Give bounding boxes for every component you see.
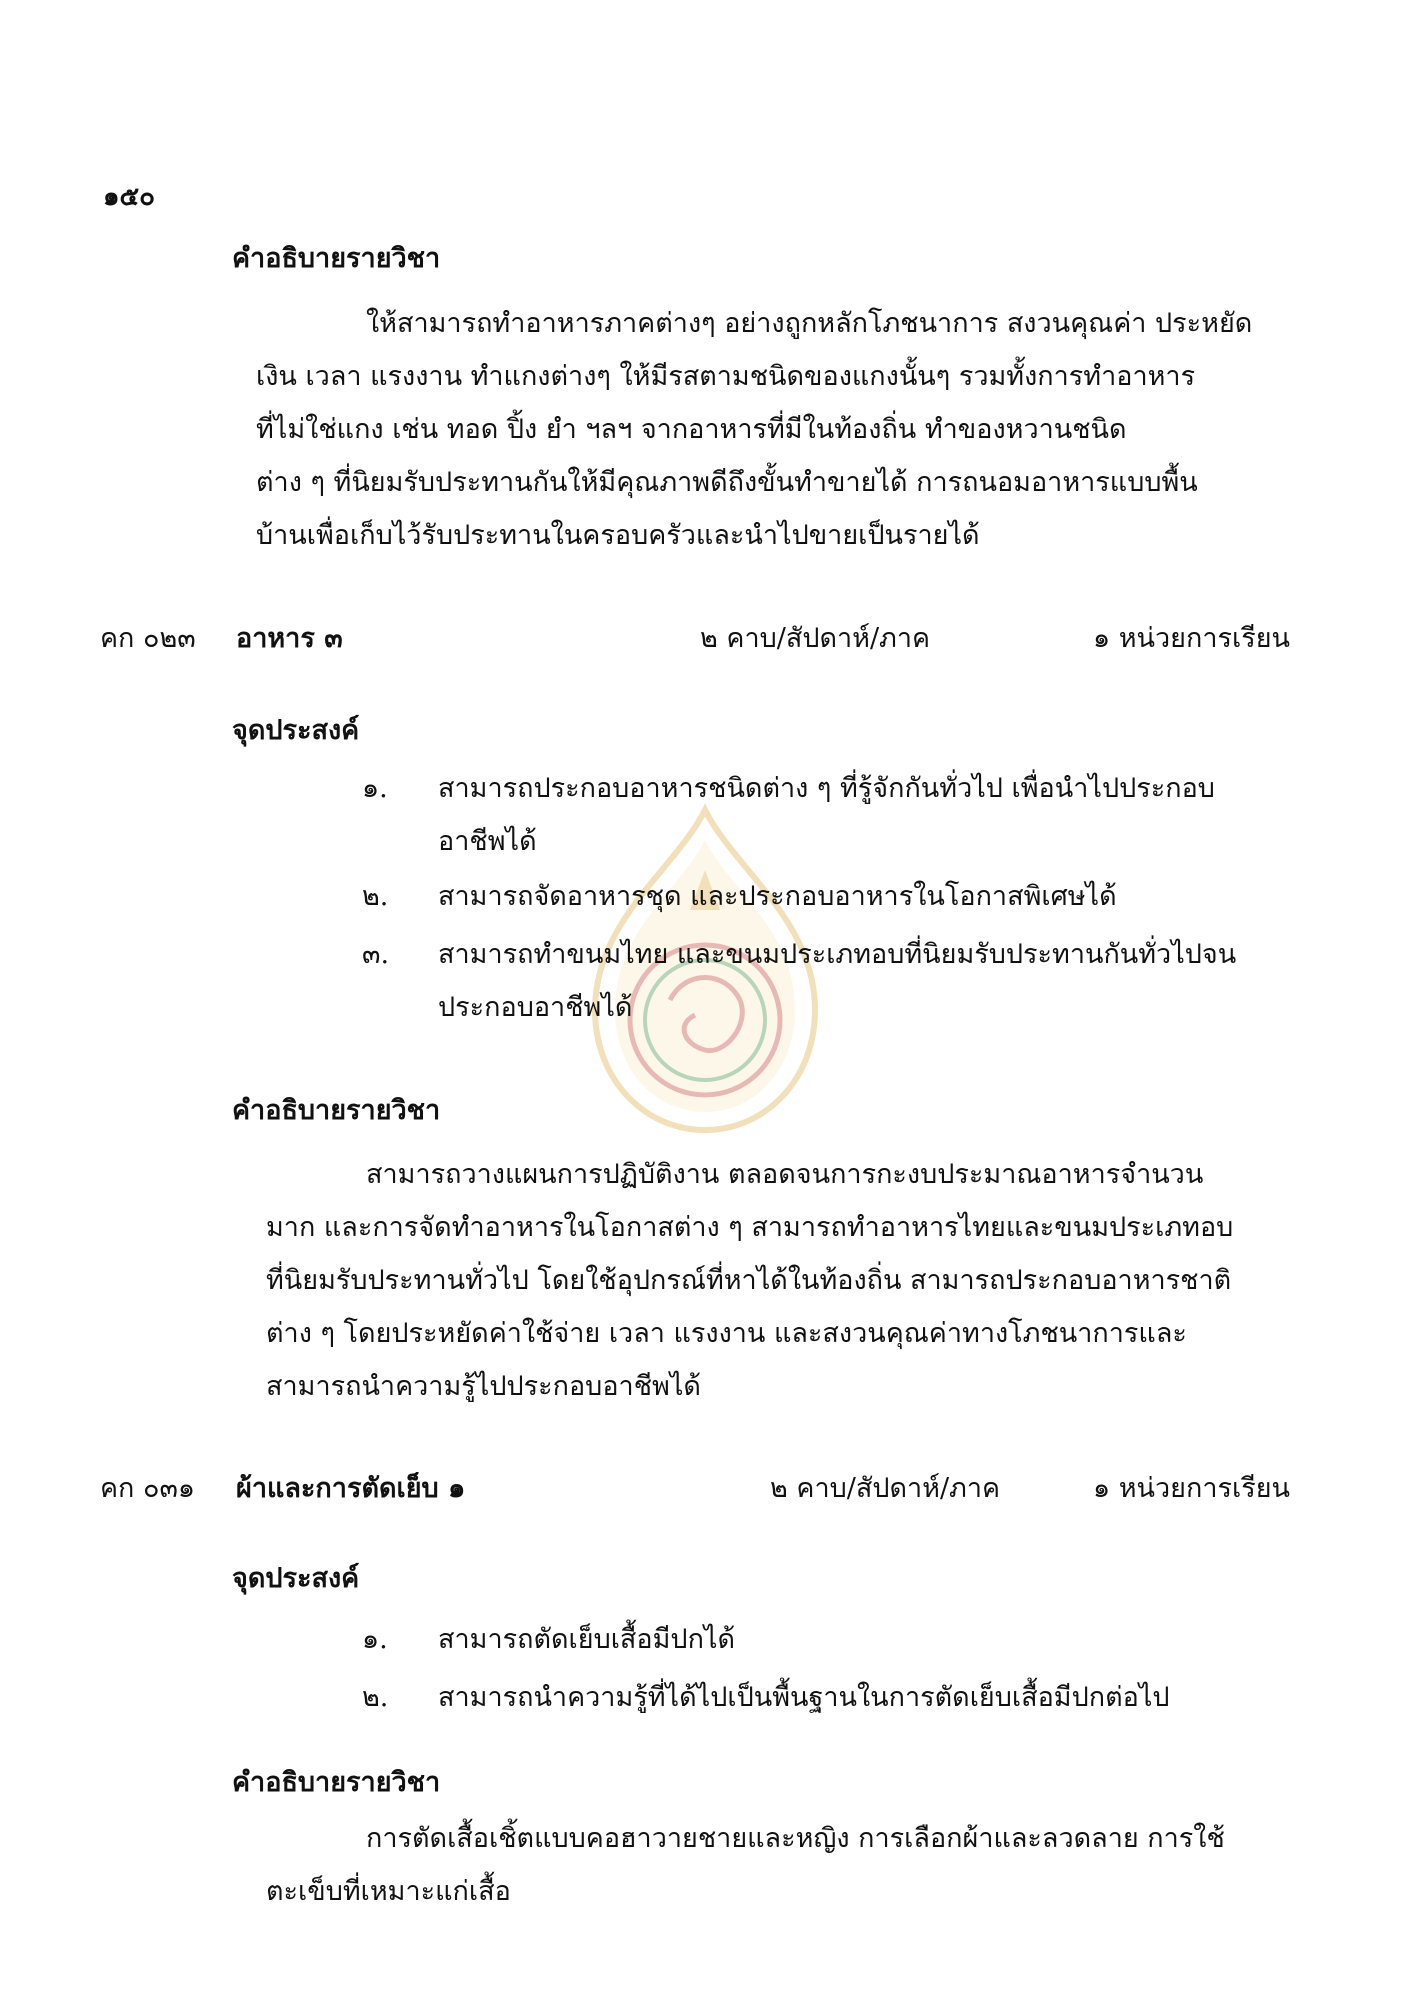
course-code: คก ๐๒๓: [100, 623, 196, 654]
course-code: คก ๐๓๑: [100, 1473, 196, 1504]
objective-item: [362, 1671, 1292, 1724]
description-paragraph: [256, 297, 1286, 562]
objective-text: [438, 762, 1288, 868]
paragraph-line: สามารถนำความรู้ไปประกอบอาชีพได้: [266, 1371, 701, 1402]
course-header: [100, 1466, 1290, 1506]
paragraph-line: บ้านเพื่อเก็บไว้รับประทานในครอบครัวและนำไปขายเป็นรายได้: [256, 520, 980, 551]
paragraph-line: ต่าง ๆ โดยประหยัดค่าใช้จ่าย เวลา แรงงาน และสงวนคุณค่าทางโภชนาการและ: [266, 1318, 1187, 1349]
objective-number: ๒.: [362, 881, 389, 912]
objective-line: สามารถประกอบอาหารชนิดต่าง ๆ ที่รู้จักกันทั่วไป เพื่อนำไปประกอบ: [438, 773, 1215, 804]
objective-number: ๑.: [362, 1624, 388, 1655]
paragraph-line: ตะเข็บที่เหมาะแก่เสื้อ: [266, 1876, 511, 1907]
course-hours: ๒ คาบ/สัปดาห์/ภาค: [700, 623, 931, 654]
description-paragraph: [266, 1148, 1286, 1413]
course-hours: ๒ คาบ/สัปดาห์/ภาค: [770, 1473, 1001, 1504]
course-name: ผ้าและการตัดเย็บ ๑: [236, 1473, 466, 1504]
paragraph-line: ต่าง ๆ ที่นิยมรับประทานกันให้มีคุณภาพดีถึงขั้นทำขายได้ การถนอมอาหารแบบพื้น: [256, 467, 1198, 498]
objective-line: สามารถจัดอาหารชุด และประกอบอาหารในโอกาสพิเศษได้: [438, 881, 1117, 912]
objective-text: [438, 1671, 1288, 1724]
objective-line: สามารถนำความรู้ที่ได้ไปเป็นพื้นฐานในการตัดเย็บเสื้อมีปกต่อไป: [438, 1682, 1170, 1713]
objective-item: [362, 1613, 1292, 1666]
course-name: อาหาร ๓: [236, 623, 343, 654]
objectives-heading: จุดประสงค์: [232, 715, 360, 746]
description-heading: คำอธิบายรายวิชา: [232, 1767, 441, 1798]
objective-item: [362, 762, 1292, 868]
paragraph-line: มาก และการจัดทำอาหารในโอกาสต่าง ๆ สามารถทำอาหารไทยและขนมประเภทอบ: [266, 1212, 1234, 1243]
paragraph-line: สามารถวางแผนการปฏิบัติงาน ตลอดจนการกะงบประมาณอาหารจำนวน: [366, 1159, 1204, 1190]
objective-item: [362, 870, 1292, 923]
objective-text: [438, 1613, 1288, 1666]
course-credits: ๑ หน่วยการเรียน: [1093, 1473, 1290, 1504]
paragraph-line: ให้สามารถทำอาหารภาคต่างๆ อย่างถูกหลักโภชนาการ สงวนคุณค่า ประหยัด: [366, 308, 1253, 339]
paragraph-line: การตัดเสื้อเชิ้ตแบบคอฮาวายชายและหญิง การเลือกผ้าและลวดลาย การใช้: [366, 1823, 1225, 1854]
objectives-heading: จุดประสงค์: [232, 1563, 360, 1594]
objective-text: [438, 870, 1288, 923]
objective-text: [438, 928, 1288, 1034]
objective-item: [362, 928, 1292, 1034]
description-paragraph: [266, 1812, 1286, 1918]
objective-line: สามารถทำขนมไทย และขนมประเภทอบที่นิยมรับประทานกันทั่วไปจน: [438, 939, 1237, 970]
page-number: ๑๕๐: [103, 182, 156, 212]
objective-line: ประกอบอาชีพได้: [438, 992, 633, 1023]
paragraph-line: เงิน เวลา แรงงาน ทำแกงต่างๆ ให้มีรสตามชนิดของแกงนั้นๆ รวมทั้งการทำอาหาร: [256, 361, 1196, 392]
objective-number: ๓.: [362, 939, 390, 970]
course-header: [100, 616, 1290, 656]
objective-line: อาชีพได้: [438, 826, 537, 857]
objective-number: ๒.: [362, 1682, 389, 1713]
objective-number: ๑.: [362, 773, 388, 804]
course-credits: ๑ หน่วยการเรียน: [1093, 623, 1290, 654]
description-heading: คำอธิบายรายวิชา: [232, 1095, 441, 1126]
paragraph-line: ที่นิยมรับประทานทั่วไป โดยใช้อุปกรณ์ที่หาได้ในท้องถิ่น สามารถประกอบอาหารชาติ: [266, 1265, 1232, 1296]
description-heading: คำอธิบายรายวิชา: [232, 243, 441, 274]
paragraph-line: ที่ไม่ใช่แกง เช่น ทอด ปิ้ง ยำ ฯลฯ จากอาหารที่มีในท้องถิ่น ทำของหวานชนิด: [256, 414, 1127, 445]
objective-line: สามารถตัดเย็บเสื้อมีปกได้: [438, 1624, 736, 1655]
